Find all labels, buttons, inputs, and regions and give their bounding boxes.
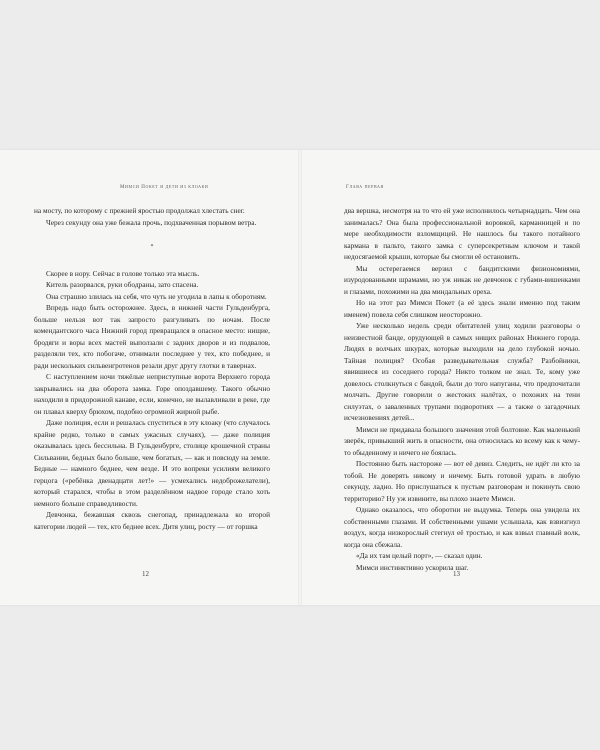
left-page-text	[34, 205, 270, 532]
left-page	[0, 150, 298, 605]
book-spread	[0, 150, 600, 605]
paragraph: Однако оказалось, что оборотни не выдумка. Теперь она увидела их собственными глазами. И собственными ушами услышала, как взвизгнул воздух, когда низкорослый стегнул её тростью, и как взвыл главный волк, когда она сбежала.	[344, 505, 580, 549]
page-number-left: 12	[142, 570, 149, 578]
running-head-right: Глава первая	[346, 185, 384, 190]
section-separator: *	[150, 244, 154, 250]
page-number-right: 13	[453, 570, 460, 578]
paragraph: С наступлением ночи тяжёлые неприступные ворота Верхнего города закрывались на два оборота замка. Горе опоздавшему. Такого обычно находили в придорожной канаве, если, конечно, не вылавливали в реке, где он плавал кверху брюхом, подобно огромной жирной рыбе.	[34, 372, 270, 416]
running-head-left: Мимси Покет и дети из клоаки	[120, 185, 209, 190]
paragraph: Скорее в нору. Сейчас в голове только эта мысль.	[46, 268, 200, 278]
paragraph: Девчонка, бежавшая сквозь снегопад, принадлежала ко второй категории людей — тех, кто беднее всех. Дитя улиц, росту — от горшка	[34, 510, 270, 531]
paragraph: «Да их там целый порт», — сказал один.	[356, 551, 483, 560]
paragraph: Китель разорвался, руки ободраны, зато спасена.	[46, 280, 199, 289]
right-page	[302, 150, 600, 605]
paragraph: два вершка, несмотря на то что ей уже исполнилось четырнадцать. Чем она занималась? Она была профессиональной воровкой, карманницей и по мере необходимости взломщицей. Не нашлось бы такого потайного кармана в пальто, такого замка с суперсекретным ключом и такой недосягаемой крыши, которые бы смогли её остановить.	[344, 206, 580, 261]
paragraph: Мы остерегаемся верзил с бандитскими физиономиями, изуродованными шрамами, но уж никак не девчонок с губами-вишенками и глазами, похожими на два миндальных ореха.	[344, 263, 580, 296]
paragraph: Даже полиция, если и решалась спуститься в эту клоаку (что случалось крайне редко, только в самых ужасных случаях), — даже полиция оказывалась здесь бессильна. В Гульденбурге, столице крошечной страны Сильвании, бедных было больше, чем богатых, — как и повсюду на земле. Бедные — намного беднее, чем везде. И это вопреки усилиям великого герцога («ребёнка двенадцати лет!» — усмехались недоброжелатели), который старался, чтобы в этом разделённом надвое городе стало хоть немного больше справедливости.	[34, 418, 270, 508]
paragraph: Через секунду она уже бежала прочь, подхваченная порывом ветра.	[46, 217, 257, 227]
paragraph: Мимси не придавала большого значения этой болтовне. Как маленький зверёк, привыкший жить в опасности, она относилась ко всему как к чему-то обыденному и ничего не боялась.	[344, 424, 580, 457]
paragraph: Но на этот раз Мимси Покет (а её здесь знали именно под таким именем) повела себя слишком неосторожно.	[344, 298, 580, 319]
paragraph: Постоянно быть настороже — вот её девиз. Следить, не идёт ли кто за тобой. Не доверять никому и ничему. Быть готовой удрать в любую секунду, ладно. Но прислушаться к пустым разговорам и покинуть свою территорию? Ну уж извините, вы плохо знаете Мимси.	[344, 459, 580, 503]
paragraph: Она страшно злилась на себя, что чуть не угодила в лапы к оборотням.	[46, 291, 267, 301]
paragraph: Впредь надо быть осторожнее. Здесь, в нижней части Гульденбурга, больше нельзя вот так запросто разгуливать по ночам. После комендантского часа Нижний город превращался в опасное место: нищие, бродяги и воры всех мастей выползали с задних дворов и из подвалов, разделяли тех, кто побогаче, отнимали последнее у тех, кто победнее, и ради нескольких сильвенгротенов резали друг другу глотки в тавернах.	[34, 303, 270, 370]
paragraph: Мимси инстинктивно ускорила шаг.	[356, 562, 469, 572]
right-page-text	[344, 205, 580, 573]
paragraph: на мосту, по которому с прежней яростью продолжал хлестать снег.	[34, 206, 245, 215]
paragraph: Уже несколько недель среди обитателей улиц ходили разговоры о неизвестной банде, орудующей в самых нищих районах Нижнего города. Людях в волчьих шкурах, которые выходили на дело глубокой ночью. Тайная полиция? Особая разведывательная служба? Разбойники, явившиеся из соседнего города? Никто толком не знал. Те, кому уже довелось столкнуться с бандой, были до того напуганы, что предпочитали молчать. Другие говорили о жестоких налётах, о похожих на тени силуэтах, о заваленных трупами подворотнях — а также о загадочных исчезновениях детей...	[344, 321, 580, 422]
